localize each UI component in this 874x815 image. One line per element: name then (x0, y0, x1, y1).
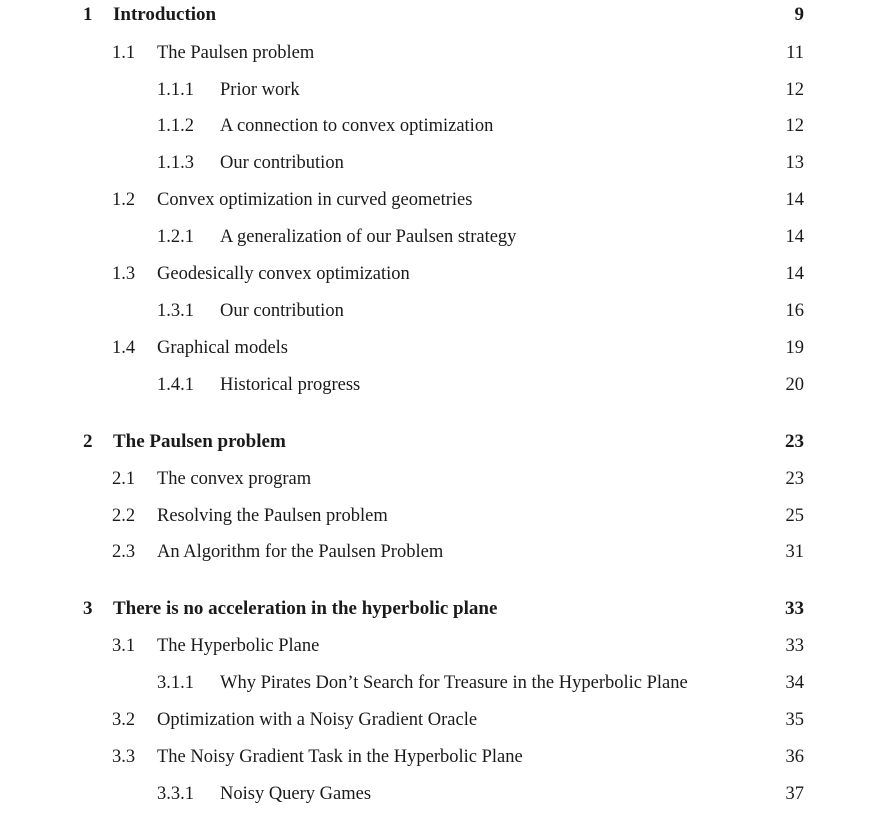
toc-entry-subsection[interactable] (0, 299, 874, 323)
toc-entry-section[interactable] (0, 504, 874, 528)
toc-entry-page-number[interactable]: 19 (785, 338, 804, 358)
toc-entry-title[interactable]: A generalization of our Paulsen strategy (220, 227, 517, 247)
toc-entry-page-number[interactable]: 14 (785, 190, 804, 210)
toc-entry-page-number[interactable]: 31 (785, 542, 804, 562)
toc-entry-number: 3.2 (112, 710, 136, 730)
toc-entry-section[interactable] (0, 188, 874, 212)
toc-entry-title[interactable]: A connection to convex optimization (220, 116, 494, 136)
toc-entry-page-number[interactable]: 23 (785, 469, 804, 489)
toc-entry-page-number[interactable]: 11 (786, 43, 804, 63)
toc-entry-number: 1 (83, 4, 93, 25)
toc-entry-number: 1.3.1 (157, 301, 194, 321)
toc-entry-title[interactable]: Optimization with a Noisy Gradient Oracle (157, 710, 478, 730)
toc-entry-section[interactable] (0, 467, 874, 491)
toc-entry-number: 1.4.1 (157, 375, 194, 395)
toc-entry-title[interactable]: Historical progress (220, 375, 361, 395)
toc-entry-chapter[interactable] (0, 3, 874, 27)
toc-entry-title[interactable]: Prior work (220, 80, 300, 100)
toc-entry-number: 2.1 (112, 469, 136, 489)
toc-entry-page-number[interactable]: 12 (785, 116, 804, 136)
toc-entry-number: 1.3 (112, 264, 136, 284)
toc-entry-title[interactable]: Our contribution (220, 301, 344, 321)
toc-entry-number: 3.1 (112, 636, 136, 656)
toc-entry-number: 1.2 (112, 190, 136, 210)
toc-entry-title[interactable]: The Paulsen problem (157, 43, 315, 63)
toc-entry-page-number[interactable]: 35 (785, 710, 804, 730)
toc-entry-subsection[interactable] (0, 671, 874, 695)
toc-entry-subsection[interactable] (0, 151, 874, 175)
toc-entry-title[interactable]: The Paulsen problem (113, 431, 286, 452)
toc-entry-page-number[interactable]: 20 (785, 375, 804, 395)
toc-entry-chapter[interactable] (0, 430, 874, 454)
toc-entry-chapter[interactable] (0, 597, 874, 621)
toc-entry-title[interactable]: There is no acceleration in the hyperbolic plane (113, 598, 498, 619)
toc-entry-section[interactable] (0, 708, 874, 732)
toc-entry-number: 1.4 (112, 338, 136, 358)
toc-entry-title[interactable]: Graphical models (157, 338, 288, 358)
toc-entry-number: 2.3 (112, 542, 136, 562)
toc-entry-title[interactable]: The convex program (157, 469, 312, 489)
toc-entry-number: 1.1.3 (157, 153, 194, 173)
toc-entry-page-number[interactable]: 34 (785, 673, 804, 693)
toc-entry-subsection[interactable] (0, 782, 874, 806)
toc-entry-section[interactable] (0, 262, 874, 286)
toc-entry-number: 2.2 (112, 506, 136, 526)
toc-entry-title[interactable]: Convex optimization in curved geometries (157, 190, 473, 210)
toc-entry-number: 3.3 (112, 747, 136, 767)
toc-entry-number: 1.2.1 (157, 227, 194, 247)
toc-entry-page-number[interactable]: 36 (785, 747, 804, 767)
toc-entry-number: 2 (83, 431, 93, 452)
toc-entry-number: 1.1 (112, 43, 136, 63)
toc-entry-title[interactable]: The Hyperbolic Plane (157, 636, 320, 656)
toc-entry-title[interactable]: Introduction (113, 4, 217, 25)
toc-entry-section[interactable] (0, 336, 874, 360)
toc-entry-page-number[interactable]: 33 (785, 636, 804, 656)
toc-entry-page-number[interactable]: 14 (785, 264, 804, 284)
toc-entry-subsection[interactable] (0, 114, 874, 138)
toc-entry-section[interactable] (0, 41, 874, 65)
toc-entry-title[interactable]: Our contribution (220, 153, 344, 173)
toc-entry-page-number[interactable]: 25 (785, 506, 804, 526)
toc-entry-page-number[interactable]: 16 (785, 301, 804, 321)
toc-entry-number: 1.1.1 (157, 80, 194, 100)
toc-entry-page-number[interactable]: 23 (785, 431, 804, 452)
toc-entry-title[interactable]: An Algorithm for the Paulsen Problem (157, 542, 444, 562)
toc-entry-page-number[interactable]: 33 (785, 598, 804, 619)
toc-entry-section[interactable] (0, 634, 874, 658)
toc-entry-title[interactable]: Noisy Query Games (220, 784, 372, 804)
toc-entry-number: 3 (83, 598, 93, 619)
toc-entry-page-number[interactable]: 13 (785, 153, 804, 173)
toc-entry-number: 3.1.1 (157, 673, 194, 693)
toc-entry-subsection[interactable] (0, 373, 874, 397)
toc-entry-page-number[interactable]: 12 (785, 80, 804, 100)
toc-entry-number: 1.1.2 (157, 116, 194, 136)
toc-entry-number: 3.3.1 (157, 784, 194, 804)
toc-entry-subsection[interactable] (0, 78, 874, 102)
toc-entry-subsection[interactable] (0, 225, 874, 249)
toc-entry-title[interactable]: The Noisy Gradient Task in the Hyperbolic Plane (157, 747, 523, 767)
toc-entry-section[interactable] (0, 745, 874, 769)
toc-entry-title[interactable]: Geodesically convex optimization (157, 264, 410, 284)
toc-entry-section[interactable] (0, 540, 874, 564)
toc-entry-page-number[interactable]: 14 (785, 227, 804, 247)
toc-entry-page-number[interactable]: 9 (794, 4, 804, 25)
toc-entry-title[interactable]: Resolving the Paulsen problem (157, 506, 388, 526)
toc-entry-title[interactable]: Why Pirates Don’t Search for Treasure in the Hyperbolic Plane (220, 673, 688, 693)
toc-entry-page-number[interactable]: 37 (785, 784, 804, 804)
